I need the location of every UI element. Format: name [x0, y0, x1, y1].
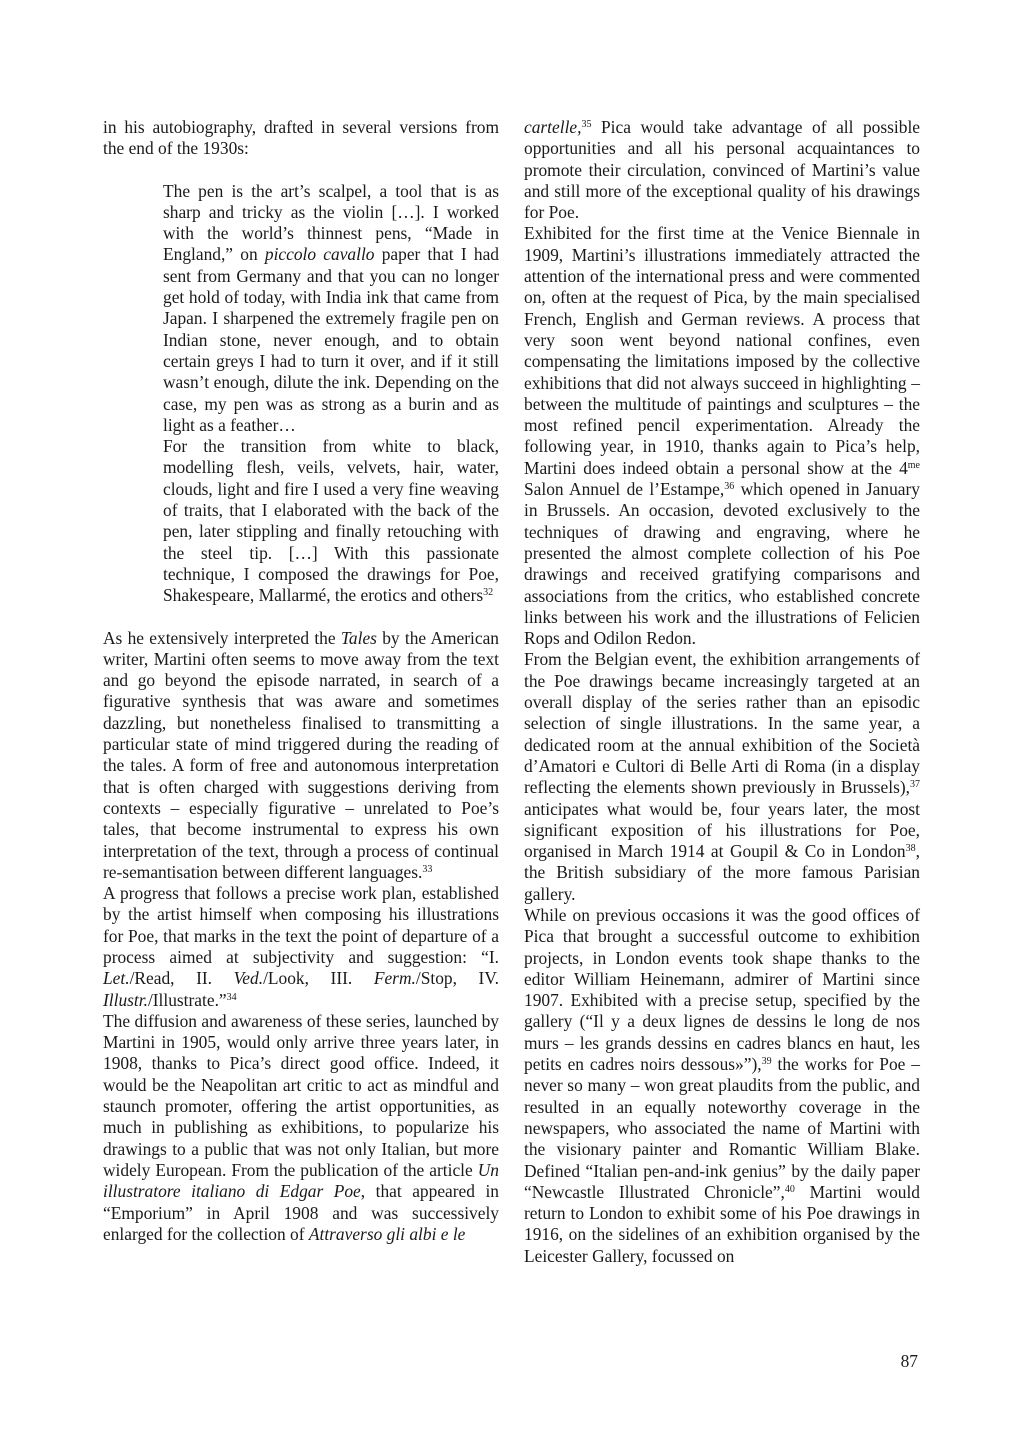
text-run: While on previous occasions it was the good offices of Pica that brought a successful outcome to exhibition projects, in London events took shape thanks to the editor William Heinemann, admirer of Martini since 1907. Exhibited with a precise setup, specified by the gallery (“Il y a deux lignes de dessins le long de nos murs – les grands dessins en cadres blancs en haut, les petits en cadres noirs dessous»”),	[524, 904, 920, 1075]
text-run: /Look, III.	[263, 968, 374, 989]
text-run: For the transition from white to black, modelling flesh, veils, velvets, hair, water, clouds, light and fire I used a very fine weaving of traits, that I elaborated with the back of the pen, later stippling and finally retouching with the steel tip. […] With this passionate technique, I composed the drawings for Poe, Shakespeare, Mallarmé, the erotics and others	[163, 436, 499, 606]
body-paragraph-7	[524, 905, 920, 1267]
quote-paragraph-1	[163, 181, 499, 437]
text-run: /Read, II.	[129, 968, 234, 989]
text-run: Exhibited for the first time at the Venice Biennale in 1909, Martini’s illustrations immediately attracted the attention of the international press and were commented on, often at the request of Pica, by the main specialised French, English and German reviews. A process that very soon went beyond national confines, even compensating the limitations imposed by the collective exhibitions that did not always succeed in highlighting – between the multitude of paintings and sculptures – the most refined pencil experimentation. Already the following year, in 1910, thanks again to Pica’s help, Martini does indeed obtain a personal show at the 4	[524, 223, 920, 478]
italic-text: cartelle,	[524, 117, 582, 137]
footnote-ref: me	[907, 459, 920, 471]
text-run: the works for Poe – never so many – won great plaudits from the public, and resulted in an equally noteworthy coverage in the newspapers, who associated the name of Martini with the visionary painter and Romantic William Blake. Defined “Italian pen-and-ink genius” by the daily paper “Newcastle Illustrated Chronicle”,	[524, 1054, 920, 1202]
right-column	[524, 117, 920, 1267]
footnote-ref: 40	[784, 1183, 795, 1195]
text-run: /Stop, IV.	[415, 968, 499, 989]
text-run: by the American writer, Martini often seems to move away from the text and go beyond the episode narrated, in search of a figurative synthesis that was aware and sometimes dazzling, but nonetheless finalised to transmitting a particular state of mind triggered during the reading of the tales. A form of free and autonomous interpretation that is often charged with suggestions deriving from contexts – especially figurative – unrelated to Poe’s tales, that become instrumental to express his own interpretation of the text, through a process of continual re-semantisation between different languages.	[103, 627, 499, 882]
footnote-ref: 34	[226, 991, 237, 1003]
italic-text: Illustr.	[103, 989, 148, 1010]
footnote-ref: 36	[724, 481, 735, 493]
italic-text: Attraverso gli albi e le	[308, 1223, 466, 1244]
body-paragraph-4	[524, 117, 920, 223]
italic-text: Ved.	[233, 968, 264, 989]
body-paragraph-6	[524, 649, 920, 905]
footnote-ref: 32	[483, 587, 494, 599]
body-paragraph-3	[103, 1011, 499, 1245]
text-run: /Illustrate.”	[147, 989, 227, 1010]
footnote-ref: 39	[761, 1056, 772, 1068]
block-quote	[163, 181, 499, 607]
italic-text: Un illustratore italiano di Edgar Poe	[103, 1159, 499, 1202]
text-run: Pica would take advantage of all possible opportunities and all his personal acquaintances to promote their circulation, convinced of Martini’s value and still more of the exceptional quality of his drawings for Poe.	[524, 117, 920, 223]
text-run: The diffusion and awareness of these series, launched by Martini in 1905, would only arrive three years later, in 1908, thanks to Pica’s direct good office. Indeed, it would be the Neapolitan art critic to act as mindful and staunch promoter, offering the artist opportunities, as much in publishing as exhibitions, to popularize his drawings to a public that was not only Italian, but more widely European. From the publication of the article	[103, 1010, 499, 1180]
text-run: From the Belgian event, the exhibition arrangements of the Poe drawings became increasingly targeted at an overall display of the series rather than an episodic selection of single illustrations. In the same year, a dedicated room at the annual exhibition of the Società d’Amatori e Cultori di Belle Arti di Roma (in a display reflecting the elements shown previously in Brussels),	[524, 649, 920, 798]
page-number: 87	[900, 1351, 918, 1371]
body-paragraph-5	[524, 223, 920, 649]
footnote-ref: 33	[422, 863, 433, 875]
body-paragraph-1	[103, 628, 499, 884]
text-run: paper that I had sent from Germany and that you can no longer get hold of today, with India ink that came from Japan. I sharpened the extremely fragile pen on Indian stone, never enough, and to obtain certain greys I had to turn it over, and if it still wasn’t enough, dilute the ink. Depending on the case, my pen was as strong as a burin and as light as a feather…	[163, 244, 499, 435]
left-column	[103, 117, 499, 1245]
italic-text: Tales	[340, 627, 377, 648]
quote-paragraph-2	[163, 436, 499, 606]
text-run: Salon Annuel de l’Estampe,	[524, 479, 725, 500]
text-run: A progress that follows a precise work plan, established by the artist himself when composing his illustrations for Poe, that marks in the text the point of departure of a process aimed at subjectivity and suggestion: “I.	[103, 883, 499, 967]
footnote-ref: 38	[905, 843, 916, 855]
italic-text: Ferm.	[373, 968, 416, 989]
body-paragraph-2	[103, 883, 499, 1011]
text-run: anticipates what would be, four years later, the most significant exposition of his illustrations for Poe, organised in March 1914 at Goupil & Co in London	[524, 798, 920, 862]
text-run: , that appeared in “Emporium” in April 1908 and was successively enlarged for the collection of	[103, 1181, 499, 1244]
italic-text: Let.	[103, 968, 130, 989]
intro-paragraph: in his autobiography, drafted in several versions from the end of the 1930s:	[103, 117, 499, 159]
footnote-ref: 35	[581, 119, 592, 130]
text-run: Martini would return to London to exhibit some of his Poe drawings in 1916, on the sidelines of an exhibition organised by the Leicester Gallery, focussed on	[524, 1181, 920, 1266]
text-run: As he extensively interpreted the	[103, 627, 341, 648]
italic-text: piccolo cavallo	[264, 244, 375, 265]
text-run: which opened in January in Brussels. An occasion, devoted exclusively to the techniques of drawing and engraving, where he presented the almost complete collection of his Poe drawings and received gratifying comparisons and associations from the critics, who established concrete links between his work and the illustrations of Felicien Rops and Odilon Redon.	[524, 479, 920, 649]
footnote-ref: 37	[910, 779, 920, 791]
text-run: The pen is the art’s scalpel, a tool that is as sharp and tricky as the violin […]. I worked with the world’s thinnest pens, “Made in England,” on	[163, 180, 499, 265]
text-run: , the British subsidiary of the more famous Parisian gallery.	[524, 841, 920, 904]
